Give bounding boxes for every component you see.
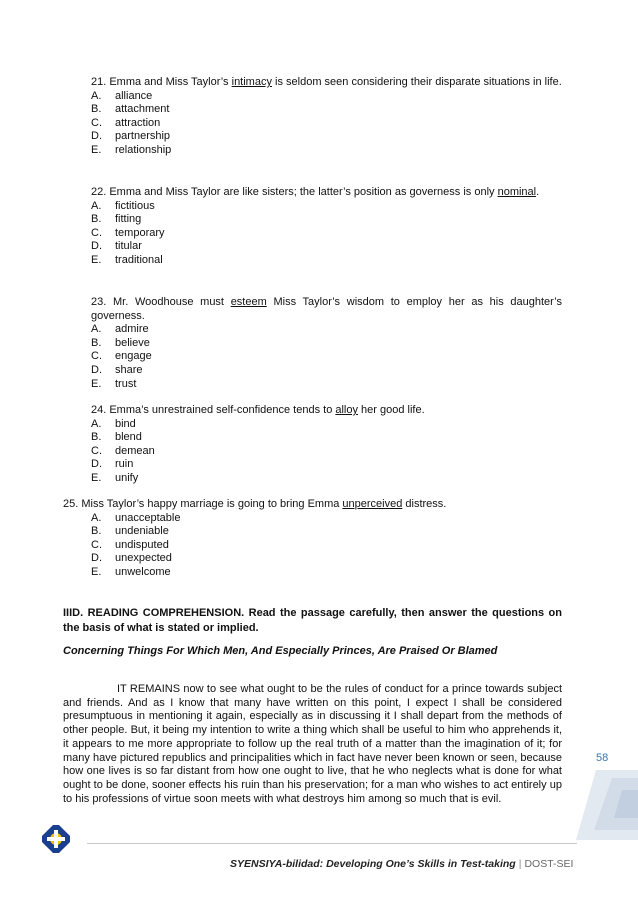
option-e: E. traditional [91, 253, 163, 266]
question-25 [63, 498, 562, 580]
question-21 [91, 76, 562, 158]
option-e: E. relationship [91, 143, 172, 156]
option-a: A. unacceptable [91, 511, 181, 524]
section-heading: IIID. READING COMPREHENSION. Read the passage carefully, then answer the questions on the basis of what is stated or implied. [63, 607, 562, 634]
option-b: B. undeniable [91, 525, 169, 538]
option-d: D. share [91, 363, 143, 376]
underlined-word: unperceived [342, 498, 403, 510]
question-24 [91, 404, 562, 486]
option-b: B. believe [91, 336, 150, 349]
stem-text: 21. Emma and Miss Taylor’s [91, 76, 232, 88]
option-a: A. fictitious [91, 199, 155, 212]
option-c: C. undisputed [91, 538, 169, 551]
question-22 [91, 186, 562, 268]
option-c: C. engage [91, 350, 152, 363]
question-stem: 23. Mr. Woodhouse must esteem Miss Taylor’s wisdom to employ her as his daughter’s governess. [91, 296, 562, 322]
question-stem: 25. Miss Taylor’s happy marriage is going to bring Emma unperceived distress. [63, 498, 447, 510]
reading-passage [63, 683, 562, 806]
option-a: A. bind [91, 417, 136, 430]
option-e: E. trust [91, 377, 137, 390]
option-d: D. unexpected [91, 552, 172, 565]
footer-rule [87, 843, 577, 844]
option-d: D. titular [91, 240, 142, 253]
question-stem [91, 76, 562, 90]
underlined-word: intimacy [231, 76, 272, 88]
page-number: 58 [596, 752, 609, 764]
passage-title: Concerning Things For Which Men, And Especially Princes, Are Praised Or Blamed [63, 645, 498, 657]
option-a: A. alliance [91, 89, 153, 102]
passage-paragraph: IT REMAINS now to see what ought to be the rules of conduct for a prince towards subject and friends. And as I know that many have written on this point, I expect I shall be considered presumptuous in mentioning it again, especially as in discussing it I shall depart from the methods of other people. But, it being my intention to write a thing which shall be useful to him who apprehends it, it appears to me more appropriate to follow up the real truth of a matter than the imagination of it; for many have pictured republics and principalities which in fact have never been known or seen, because how one lives is so far distant from how one ought to live, that he who neglects what is done for what ought to be done, sooner effects his ruin than his preservation; for a man who wishes to act entirely up to his professions of virtue soon meets with what destroys him among so much that is evil. [63, 683, 562, 805]
option-b: B. blend [91, 431, 142, 444]
question-23 [91, 296, 562, 391]
option-c: C. temporary [91, 226, 165, 239]
stem-text: is seldom seen considering their disparate situations in life. [271, 76, 562, 88]
option-e: E. unify [91, 471, 139, 484]
question-stem: 22. Emma and Miss Taylor are like sisters; the latter’s position as governess is only nominal. [91, 186, 540, 198]
decorative-side-graphic [576, 770, 638, 840]
underlined-word: esteem [230, 296, 267, 308]
option-a: A. admire [91, 323, 149, 336]
underlined-word: nominal [497, 186, 537, 198]
footer-organization: DOST-SEI [524, 858, 574, 870]
option-b: B. attachment [91, 103, 170, 116]
question-stem: 24. Emma’s unrestrained self-confidence tends to alloy her good life. [91, 404, 425, 416]
option-d: D. partnership [91, 130, 171, 143]
footer-separator: | [518, 858, 522, 870]
underlined-word: alloy [335, 404, 358, 416]
option-e: E. unwelcome [91, 565, 171, 578]
option-c: C. attraction [91, 116, 161, 129]
dost-logo-icon [42, 825, 70, 853]
option-b: B. fitting [91, 213, 142, 226]
footer [230, 858, 573, 870]
footer-title: SYENSIYA-bilidad: Developing One’s Skills in Test-taking [230, 858, 516, 870]
option-d: D. ruin [91, 458, 134, 471]
option-c: C. demean [91, 444, 155, 457]
